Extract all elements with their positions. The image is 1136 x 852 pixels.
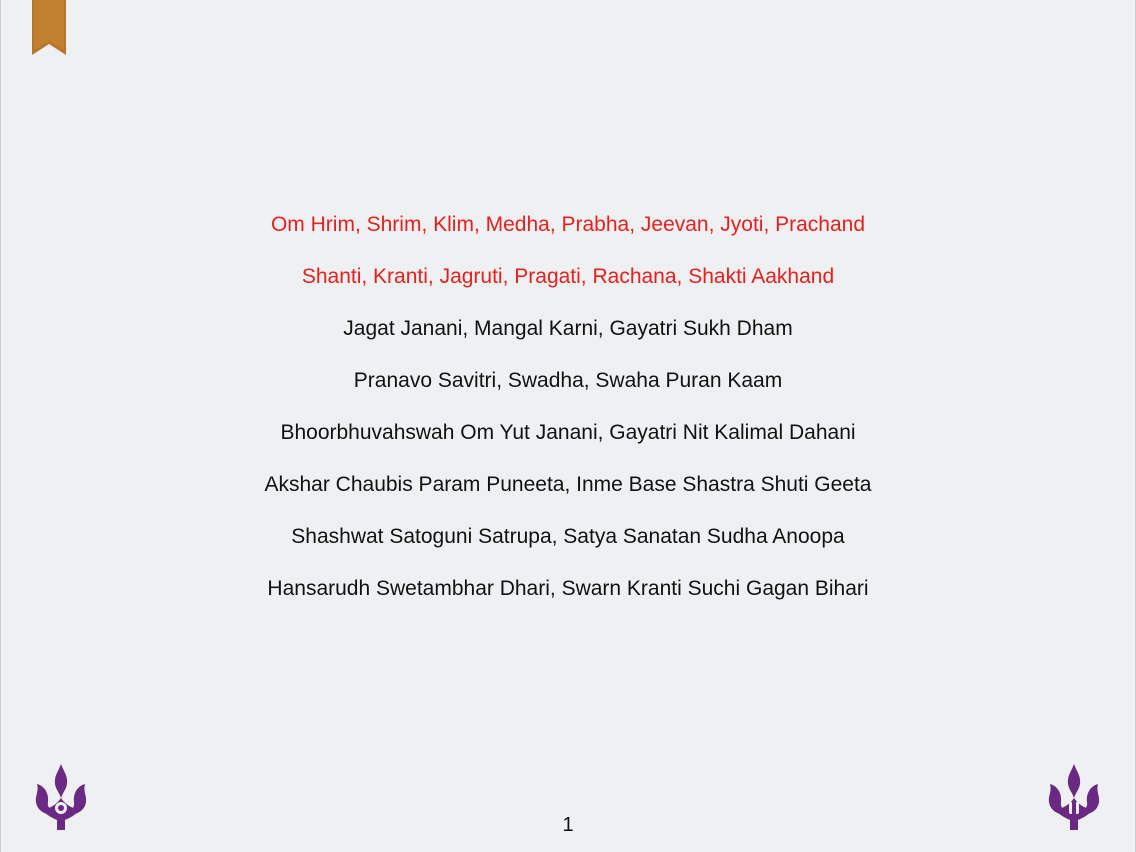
verse-line: Jagat Janani, Mangal Karni, Gayatri Sukh Dham [343,317,793,340]
verse-line: Hansarudh Swetambhar Dhari, Swarn Kranti Suchi Gagan Bihari [267,577,869,600]
page-number: 1 [562,814,574,836]
verse-line: Pranavo Savitri, Swadha, Swaha Puran Kaam [353,369,783,392]
verse-line: Shashwat Satoguni Satrupa, Satya Sanatan Sudha Anoopa [291,525,845,548]
bookmark-icon[interactable] [32,0,66,55]
verse-block [0,207,1136,623]
verse-line: Shanti, Kranti, Jagruti, Pragati, Rachana, Shakti Aakhand [301,265,835,288]
verse-line: Akshar Chaubis Param Puneeta, Inme Base Shastra Shuti Geeta [264,473,872,496]
verse-line: Om Hrim, Shrim, Klim, Medha, Prabha, Jeevan, Jyoti, Prachand [270,213,866,236]
verse-line: Bhoorbhuvahswah Om Yut Janani, Gayatri Nit Kalimal Dahani [280,421,856,444]
